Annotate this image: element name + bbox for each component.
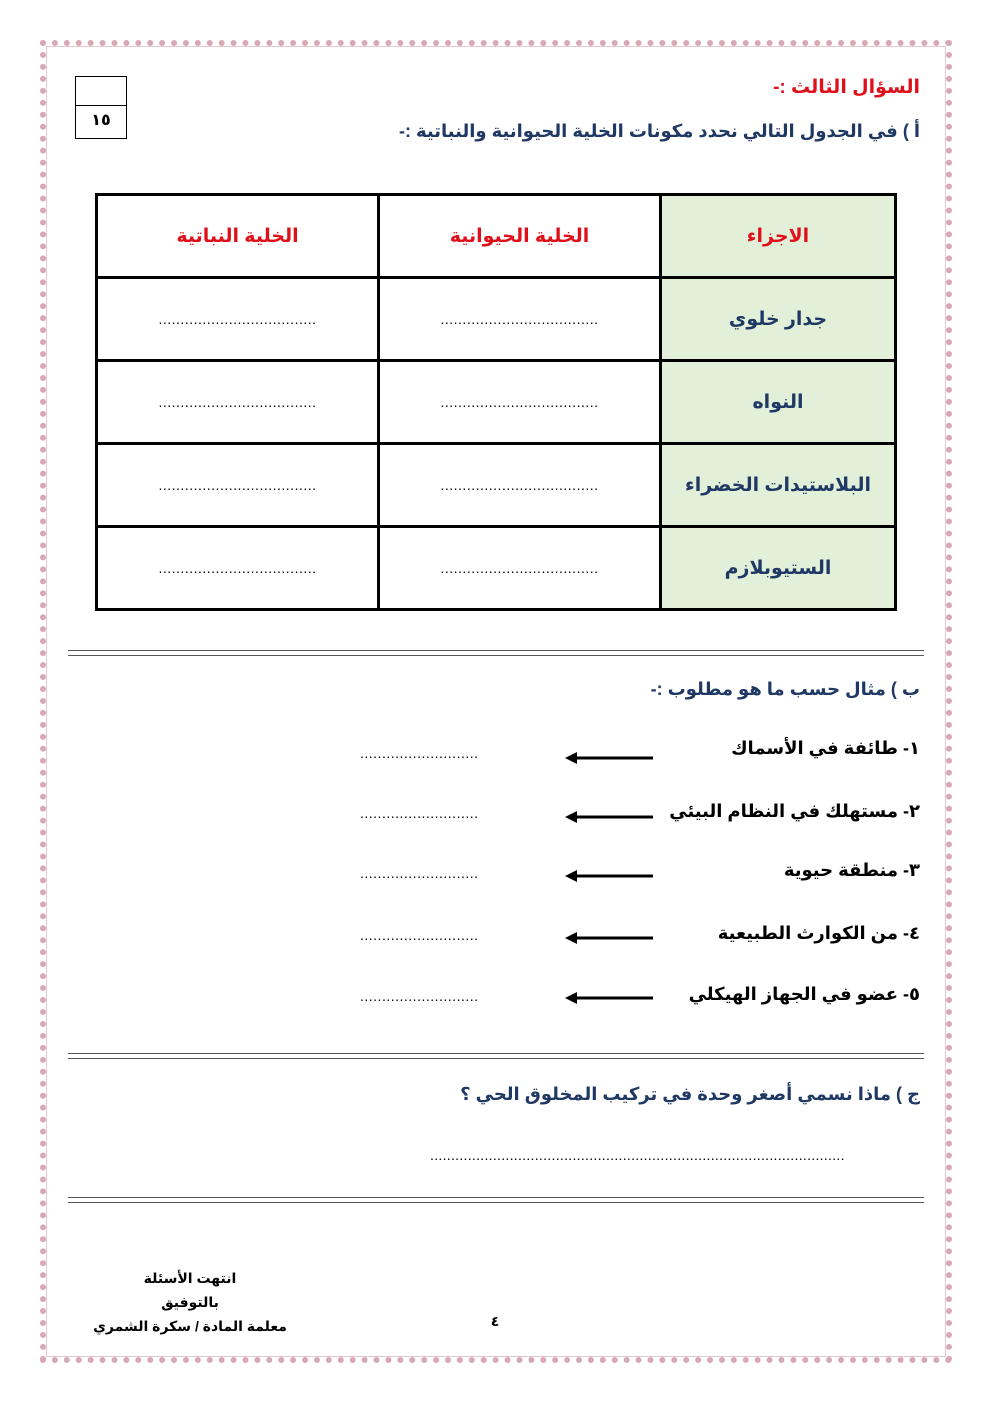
plant-answer-field[interactable]: ....................................	[97, 361, 379, 444]
example-item-label: ١- طائفة في الأسماك	[731, 738, 920, 758]
example-item-label: ٤- من الكوارث الطبيعية	[717, 923, 920, 943]
example-item-label: ٣- منطقة حيوية	[783, 860, 920, 880]
left-arrow-icon	[565, 931, 653, 945]
part-c-heading: ج ) ماذا نسمي أصغر وحدة في تركيب المخلوق الحي ؟	[460, 1084, 920, 1104]
score-box-blank	[76, 77, 126, 106]
example-answer-field[interactable]: ...........................	[360, 805, 479, 821]
score-box	[75, 76, 127, 139]
plant-answer-field[interactable]: ....................................	[97, 444, 379, 527]
table-row	[97, 444, 896, 527]
part-c-answer-field[interactable]: ...................................................................................................	[430, 1147, 845, 1163]
section-divider	[68, 1197, 924, 1203]
left-arrow-icon	[565, 751, 653, 765]
plant-answer-field[interactable]: ....................................	[97, 278, 379, 361]
example-item-label: ٥- عضو في الجهاز الهيكلي	[688, 984, 920, 1004]
header-parts: الاجزاء	[661, 195, 896, 278]
table-row	[97, 361, 896, 444]
footer-teacher-name: معلمة المادة / سكرة الشمري	[93, 1318, 287, 1334]
cell-components-table	[95, 193, 897, 611]
example-item-label: ٢- مستهلك في النظام البيئي	[669, 801, 920, 821]
row-part-label: جدار خلوي	[661, 278, 896, 361]
header-plant-cell: الخلية النباتية	[97, 195, 379, 278]
animal-answer-field[interactable]: ....................................	[379, 278, 661, 361]
question-title: السؤال الثالث :-	[773, 77, 920, 98]
example-answer-field[interactable]: ...........................	[360, 745, 479, 761]
animal-answer-field[interactable]: ....................................	[379, 361, 661, 444]
table-row	[97, 278, 896, 361]
footer-good-luck: بالتوفيق	[161, 1294, 219, 1310]
part-a-heading: أ ) في الجدول التالي نحدد مكونات الخلية الحيوانية والنباتية :-	[399, 121, 920, 141]
left-arrow-icon	[565, 810, 653, 824]
row-part-label: الستيوبلازم	[661, 527, 896, 610]
left-arrow-icon	[565, 991, 653, 1005]
animal-answer-field[interactable]: ....................................	[379, 527, 661, 610]
example-answer-field[interactable]: ...........................	[360, 988, 479, 1004]
header-animal-cell: الخلية الحيوانية	[379, 195, 661, 278]
section-divider	[68, 1053, 924, 1059]
table-header-row	[97, 195, 896, 278]
section-divider	[68, 650, 924, 656]
score-value: ١٥	[91, 112, 111, 129]
part-b-heading: ب ) مثال حسب ما هو مطلوب :-	[650, 679, 920, 699]
row-part-label: البلاستيدات الخضراء	[661, 444, 896, 527]
row-part-label: النواه	[661, 361, 896, 444]
table-row	[97, 527, 896, 610]
example-answer-field[interactable]: ...........................	[360, 865, 479, 881]
left-arrow-icon	[565, 869, 653, 883]
example-answer-field[interactable]: ...........................	[360, 927, 479, 943]
animal-answer-field[interactable]: ....................................	[379, 444, 661, 527]
page-number: ٤	[490, 1313, 500, 1329]
footer-end-note: انتهت الأسئلة	[143, 1270, 237, 1286]
plant-answer-field[interactable]: ....................................	[97, 527, 379, 610]
